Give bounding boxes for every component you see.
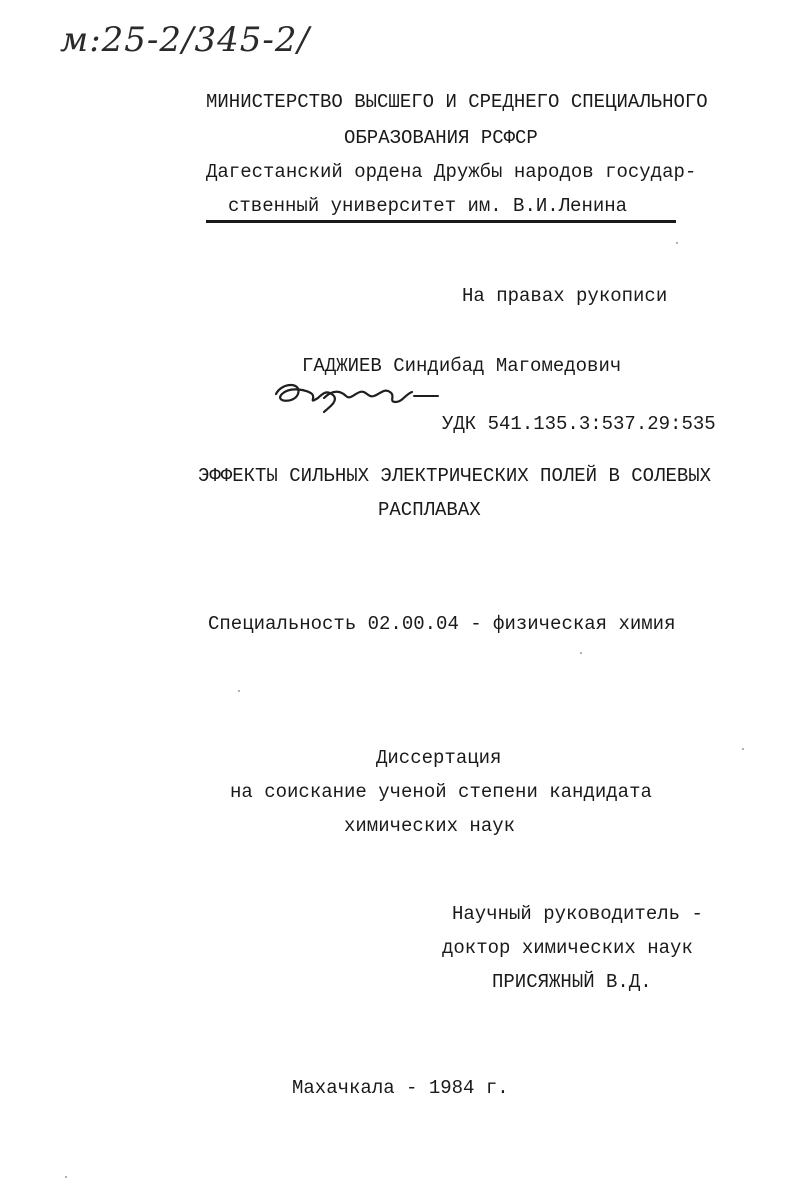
archive-mark: м:25-2/345-2/ — [60, 20, 310, 60]
header-underline — [206, 220, 676, 223]
title-line-2: РАСПЛАВАХ — [378, 499, 481, 521]
scan-speck — [742, 748, 744, 750]
dissertation-line-2: на соискание ученой степени кандидата — [230, 781, 652, 803]
place-and-year: Махачкала - 1984 г. — [292, 1077, 509, 1099]
supervisor-name: ПРИСЯЖНЫЙ В.Д. — [492, 971, 652, 993]
scan-speck — [238, 690, 240, 692]
udc-code: УДК 541.135.3:537.29:535 — [442, 413, 716, 435]
ministry-line-2: ОБРАЗОВАНИЯ РСФСР — [344, 127, 538, 149]
scan-speck — [676, 242, 678, 244]
dissertation-line-1: Диссертация — [376, 747, 502, 769]
scan-speck — [65, 1176, 67, 1178]
university-line-1: Дагестанский ордена Дружбы народов государ- — [206, 161, 697, 183]
author-signature — [268, 372, 440, 414]
title-line-1: ЭФФЕКТЫ СИЛЬНЫХ ЭЛЕКТРИЧЕСКИХ ПОЛЕЙ В СОЛЕВЫХ — [198, 465, 712, 487]
author-name: ГАДЖИЕВ Синдибад Магомедович — [302, 355, 622, 377]
scan-speck — [580, 652, 582, 654]
dissertation-line-3: химических наук — [344, 815, 516, 837]
supervisor-line-1: Научный руководитель - — [452, 903, 703, 925]
supervisor-line-2: доктор химических наук — [442, 937, 693, 959]
specialty: Специальность 02.00.04 - физическая химия — [208, 613, 676, 635]
university-line-2: ственный университет им. В.И.Ленина — [228, 195, 628, 217]
ministry-line-1: МИНИСТЕРСТВО ВЫСШЕГО И СРЕДНЕГО СПЕЦИАЛЬНОГО — [206, 91, 708, 113]
manuscript-rights: На правах рукописи — [462, 285, 668, 307]
